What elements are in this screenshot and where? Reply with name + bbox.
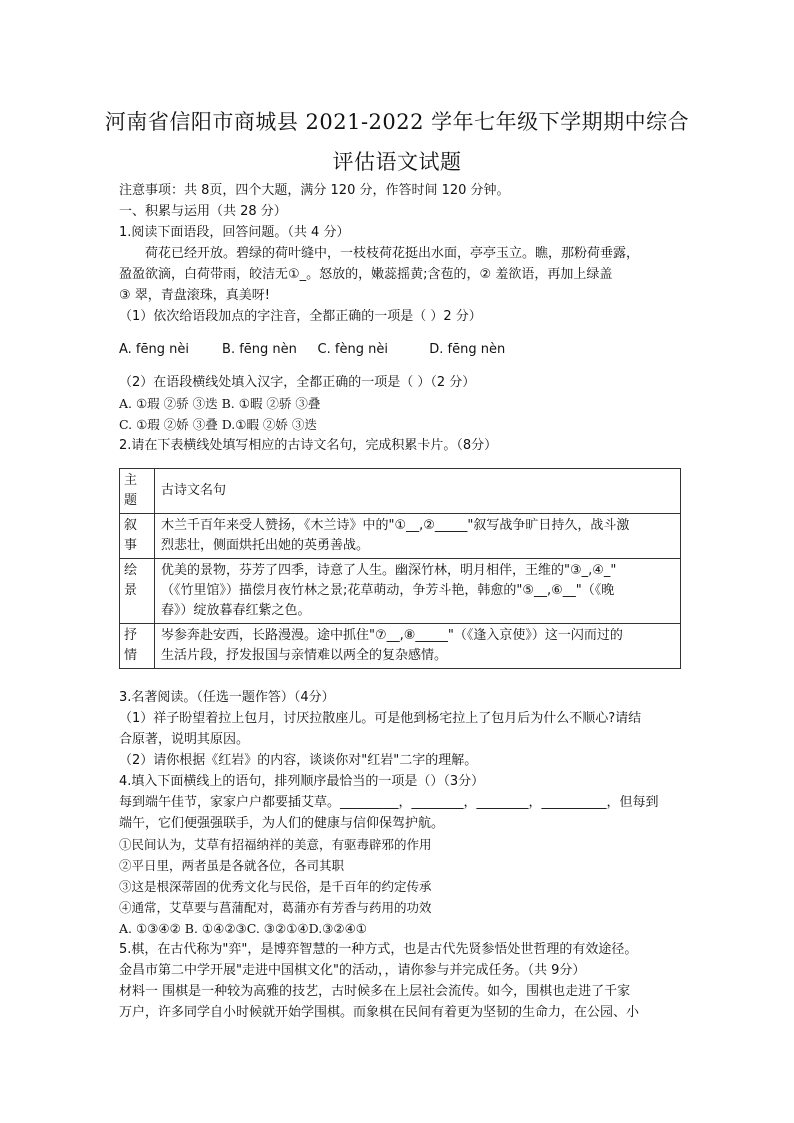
q4-item: ②平日里，两者虽是各就各位，各司其职 [119, 858, 345, 873]
table-row [120, 514, 681, 559]
row-line: （《竹里馆》）描偿月夜竹林之景;花草萌动，争芳斗艳，韩愈的"⑤__,⑥__"（《晚 [161, 583, 615, 598]
row-line: 生活片段，抒发报国与亲情难以两全的复杂感情。 [161, 648, 448, 663]
row-line: 烈悲壮，侧面烘托出她的英勇善战。 [161, 538, 370, 553]
poetry-card-table [119, 468, 681, 669]
q1-sub1: （1）依次给语段加点的字注音，全都正确的一项是（ ）2 分） [119, 309, 482, 324]
exam-title-line2: 评估语文试题 [332, 150, 462, 174]
q3-sub1-line: 合原著，说明其原因。 [119, 732, 250, 747]
q4-item: ①民间认为，艾草有招福纳祥的美意，有驱毒辟邪的作用 [119, 837, 432, 852]
row-content [155, 559, 681, 624]
table-header-row [120, 469, 681, 514]
row-line: 春》）绽放暮春红紫之色。 [161, 603, 311, 618]
q1-stem: 1.阅读下面语段，回答问题。（共 4 分） [119, 225, 350, 240]
header-topic: 主 题 [120, 469, 155, 514]
q4-item: ③这是根深蒂固的优秀文化与民俗，是千百年的约定传承 [119, 879, 432, 894]
row-topic: 绘 景 [120, 559, 155, 624]
q1-passage-line: 盈盈欲滴，白荷带雨，皎洁无①_。怒放的，嫩蕊摇黄;含苞的，② 羞欲语，再加上绿盖 [119, 267, 613, 282]
row-topic: 叙 事 [120, 514, 155, 559]
q4-line: 端午，它们便强强联手，为人们的健康与信仰保驾护航。 [119, 816, 445, 831]
row-line: 木兰千百年来受人赞扬，《木兰诗》中的"①__,②_____"叙写战争旷日持久，战斗激 [161, 518, 630, 533]
q1-sub2-option-line: C. ①瑕 ②娇 ③叠 D.①暇 ②娇 ③迭 [119, 417, 317, 432]
section-heading: 一、积累与运用（共 28 分） [119, 204, 287, 219]
notice: 注意事项：共 8页，四个大题，满分 120 分，作答时间 120 分钟。 [119, 183, 510, 198]
q4-line: 每到端午佳节，家家户户都要插艾草。_________，________，________，__________，但每到 [119, 795, 659, 810]
q1-sub2: （2）在语段横线处填入汉字，全都正确的一项是（ ）（2 分） [119, 375, 476, 390]
q5-line: 材料一 围棋是一种较为高雅的技艺，古时候多在上层社会流传。如今，围棋也走进了千家 [119, 984, 631, 999]
row-topic: 抒 情 [120, 624, 155, 669]
q1-sub2-option-line: A. ①瑕 ②骄 ③迭 B. ①暇 ②骄 ③叠 [119, 396, 321, 411]
q5-line: 万户，许多同学自小时候就开始学围棋。而象棋在民间有着更为坚韧的生命力，在公园、小 [119, 1005, 640, 1020]
q4-options: A. ①③④② B. ①④②③C. ③②①④D.③②④① [119, 921, 367, 936]
q3-sub2: （2）请你根据《红岩》的内容，谈谈你对"红岩"二字的理解。 [119, 753, 478, 768]
q4-stem: 4.填入下面横线上的语句，排列顺序最恰当的一项是（）（3分） [119, 774, 485, 789]
q1-sub1-options: A. fēng nèi B. fēng nèn C. fèng nèi D. fēng nèn [119, 342, 506, 357]
row-line: 优美的景物，芬芳了四季，诗意了人生。幽深竹林，明月相伴，王维的"③_,④_" [161, 563, 617, 578]
q4-item: ④通常，艾草要与菖蒲配对，葛蒲亦有芳香与药用的功效 [119, 900, 432, 915]
q2-stem: 2.请在下表横线处填写相应的古诗文名句，完成积累卡片。（8分） [119, 438, 498, 453]
q5-line: 金昌市第二中学开展"走进中国棋文化"的活动，，请你参与并完成任务。（共 9分） [119, 963, 586, 978]
table-row [120, 559, 681, 624]
header-poetry: 古诗文名句 [155, 469, 681, 514]
exam-body [119, 180, 679, 1023]
exam-title-line1: 河南省信阳市商城县 2021-2022 学年七年级下学期期中综合 [104, 110, 690, 134]
row-content [155, 514, 681, 559]
q3-sub1-line: （1）祥子盼望着拉上包月，讨厌拉散座儿。可是他到杨宅拉上了包月后为什么不顺心?请结 [119, 711, 642, 726]
q3-stem: 3.名著阅读。（任选一题作答）（4分） [119, 690, 335, 705]
row-line: 岑参奔赴安西，长路漫漫。途中抓住"⑦__,⑧_____"（《逢入京使》）这一闪而过的 [161, 628, 623, 643]
table-row [120, 624, 681, 669]
q5-line: 5.棋，在古代称为"弈"，是博弈智慧的一种方式，也是古代先贤参悟处世哲理的有效途径。 [119, 942, 638, 957]
row-content [155, 624, 681, 669]
q1-passage-line: ③ 翠，青盘滚珠，真美呀! [119, 288, 270, 303]
q1-passage-line: 荷花已经开放。碧绿的荷叶缝中，一枝枝荷花挺出水面，亭亭玉立。瞧，那粉荷垂露， [145, 246, 640, 261]
